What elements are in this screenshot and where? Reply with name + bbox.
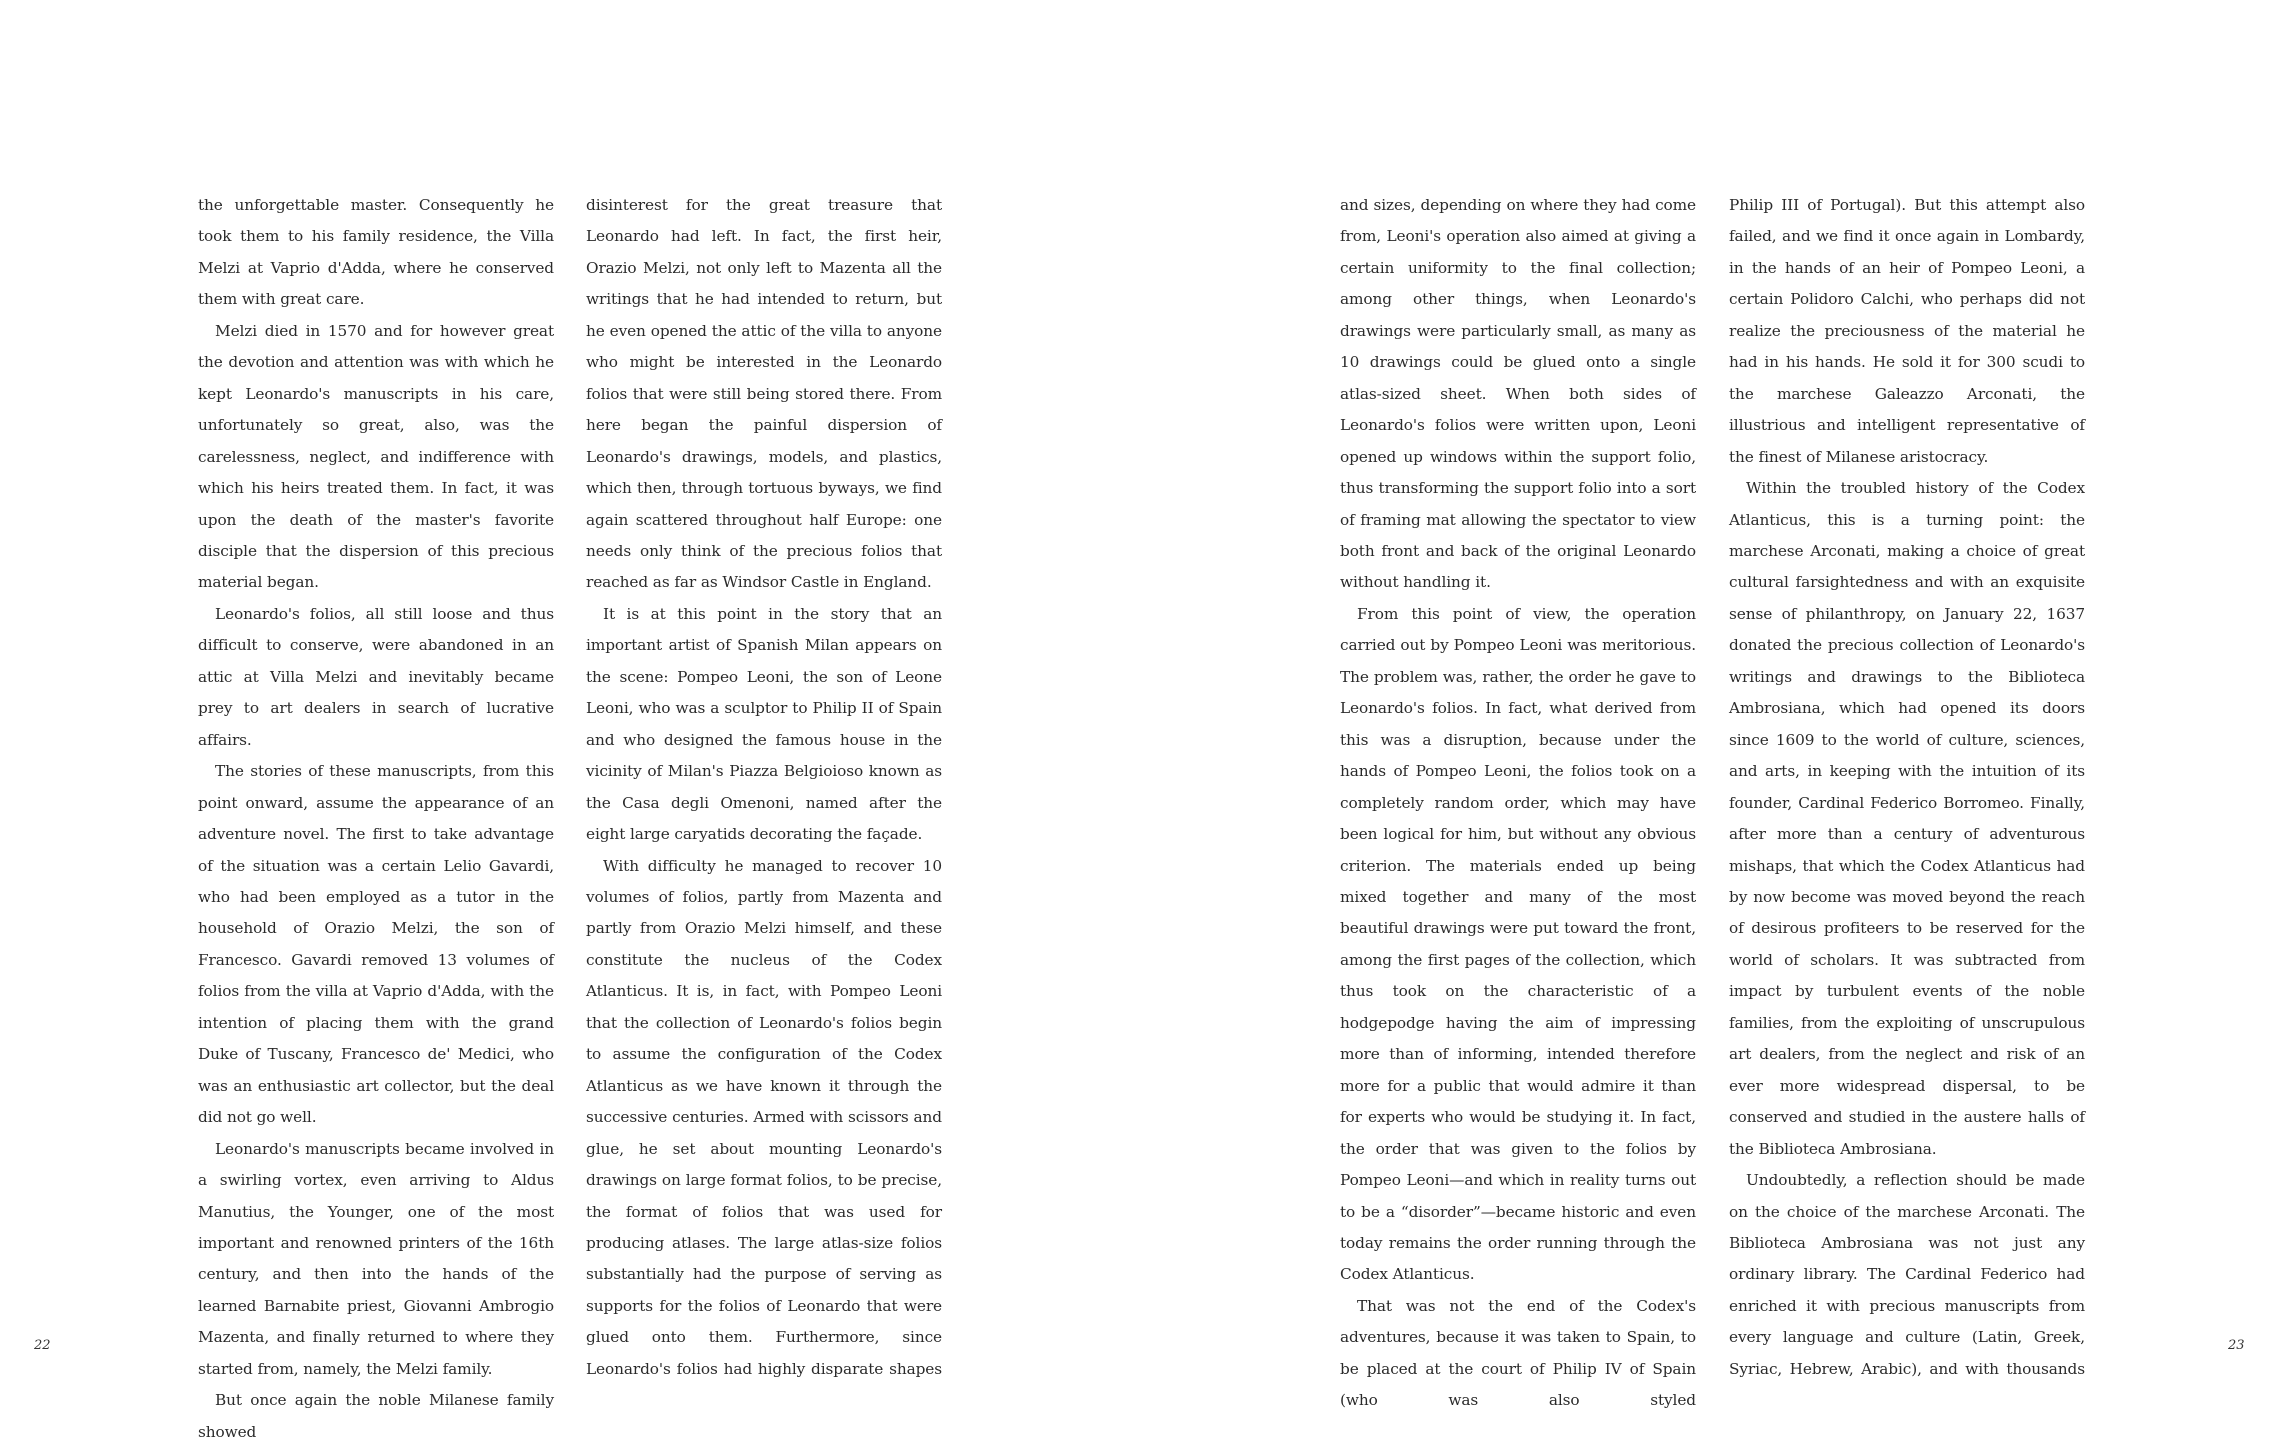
right-page-column-1 — [1340, 190, 1696, 1417]
paragraph: With difficulty he managed to recover 10 volumes of folios, partly from Mazenta and partly from Orazio Melzi himself, and these constitute the nucleus of the Codex Atlanticus. It is, in fact, with Pompeo Leoni that the collection of Leonardo's folios begin to assume the configuration of the Codex Atlanticus as we have known it through the successive centuries. Armed with scissors and glue, he set about mounting Leonardo's drawings on large format folios, to be precise, the format of folios that was used for producing atlases. The large atlas-size folios substantially had the purpose of serving as supports for the folios of Leonardo that were glued onto them. Furthermore, since Leonardo's folios had highly disparate shapes — [586, 856, 942, 1378]
paragraph: the unforgettable master. Consequently he took them to his family residence, the Villa Melzi at Vaprio d'Adda, where he conserved them with great care. — [198, 196, 554, 309]
left-page-column-1 — [198, 190, 554, 1448]
page-number-right: 23 — [2228, 1338, 2245, 1353]
paragraph: That was not the end of the Codex's adventures, because it was taken to Spain, to be placed at the court of Philip IV of Spain (who was also styled — [1340, 1296, 1696, 1410]
paragraph: Melzi died in 1570 and for however great the devotion and attention was with which he kept Leonardo's manuscripts in his care, unfortunately so great, also, was the carelessness, neglect, and indifference with which his heirs treated them. In fact, it was upon the death of the master's favorite disciple that the dispersion of this precious material began. — [198, 321, 554, 592]
paragraph: Undoubtedly, a reflection should be made on the choice of the marchese Arconati. The Biblioteca Ambrosiana was not just any ordinary library. The Cardinal Federico had enriched it with precious manuscripts from every language and culture (Latin, Greek, Syriac, Hebrew, Arabic), and with thousands — [1729, 1171, 2085, 1378]
paragraph: and sizes, depending on where they had come from, Leoni's operation also aimed at giving a certain uniformity to the final collection; among other things, when Leonardo's drawings were particularly small, as many as 10 drawings could be glued onto a single atlas-sized sheet. When both sides of Leonardo's folios were written upon, Leoni opened up windows within the support folio, thus transforming the support folio into a sort of framing mat allowing the spectator to view both front and back of the original Leonardo without handling it. — [1340, 196, 1696, 592]
left-page-column-2 — [586, 190, 942, 1385]
paragraph: From this point of view, the operation carried out by Pompeo Leoni was meritorious. The problem was, rather, the order he gave to Leonardo's folios. In fact, what derived from this was a disruption, because under the hands of Pompeo Leoni, the folios took on a completely random order, which may have been logical for him, but without any obvious criterion. The materials ended up being mixed together and many of the most beautiful drawings were put toward the front, among the first pages of the collection, which thus took on the characteristic of a hodgepodge having the aim of impressing more than of informing, intended therefore more for a public that would admire it than for experts who would be studying it. In fact, the order that was given to the folios by Pompeo Leoni—and which in reality turns out to be a “disorder”—became historic and even today remains the order running through the Codex Atlanticus. — [1340, 604, 1696, 1284]
page-number-left: 22 — [34, 1338, 51, 1353]
paragraph: Within the troubled history of the Codex Atlanticus, this is a turning point: the marchese Arconati, making a choice of great cultural farsightedness and with an exquisite sense of philanthropy, on January 22, 1637 donated the precious collection of Leonardo's writings and drawings to the Biblioteca Ambrosiana, which had opened its doors since 1609 to the world of culture, sciences, and arts, in keeping with the intuition of its founder, Cardinal Federico Borromeo. Finally, after more than a century of adventurous mishaps, that which the Codex Atlanticus had by now become was moved beyond the reach of desirous profiteers to be reserved for the world of scholars. It was subtracted from impact by turbulent events of the noble families, from the exploiting of unscrupulous art dealers, from the neglect and risk of an ever more widespread dispersal, to be conserved and studied in the austere halls of the Biblioteca Ambrosiana. — [1729, 479, 2085, 1158]
paragraph: Leonardo's manuscripts became involved in a swirling vortex, even arriving to Aldus Manutius, the Younger, one of the most important and renowned printers of the 16th century, and then into the hands of the learned Barnabite priest, Giovanni Ambrogio Mazenta, and finally returned to where they started from, namely, the Melzi family. — [198, 1139, 554, 1378]
paragraph: Philip III of Portugal). But this attempt also failed, and we find it once again in Lombardy, in the hands of an heir of Pompeo Leoni, a certain Polidoro Calchi, who perhaps did not realize the preciousness of the material he had in his hands. He sold it for 300 scudi to the marchese Galeazzo Arconati, the illustrious and intelligent representative of the finest of Milanese aristocracy. — [1729, 196, 2085, 466]
paragraph: But once again the noble Milanese family showed — [198, 1391, 554, 1441]
paragraph: It is at this point in the story that an important artist of Spanish Milan appears on the scene: Pompeo Leoni, the son of Leone Leoni, who was a sculptor to Philip II of Spain and who designed the famous house in the vicinity of Milan's Piazza Belgioioso known as the Casa degli Omenoni, named after the eight large caryatids decorating the façade. — [586, 604, 942, 844]
paragraph: The stories of these manuscripts, from this point onward, assume the appearance of an adventure novel. The first to take advantage of the situation was a certain Lelio Gavardi, who had been employed as a tutor in the household of Orazio Melzi, the son of Francesco. Gavardi removed 13 volumes of folios from the villa at Vaprio d'Adda, with the intention of placing them with the grand Duke of Tuscany, Francesco de' Medici, who was an enthusiastic art collector, but the deal did not go well. — [198, 762, 554, 1127]
paragraph: Leonardo's folios, all still loose and thus difficult to conserve, were abandoned in an attic at Villa Melzi and inevitably became prey to art dealers in search of lucrative affairs. — [198, 604, 554, 749]
paragraph: disinterest for the great treasure that Leonardo had left. In fact, the first heir, Orazio Melzi, not only left to Mazenta all the writings that he had intended to return, but he even opened the attic of the villa to anyone who might be interested in the Leonardo folios that were still being stored there. From here began the painful dispersion of Leonardo's drawings, models, and plastics, which then, through tortuous byways, we find again scattered throughout half Europe: one needs only think of the precious folios that reached as far as Windsor Castle in England. — [586, 196, 942, 592]
right-page-column-2 — [1729, 190, 2085, 1385]
